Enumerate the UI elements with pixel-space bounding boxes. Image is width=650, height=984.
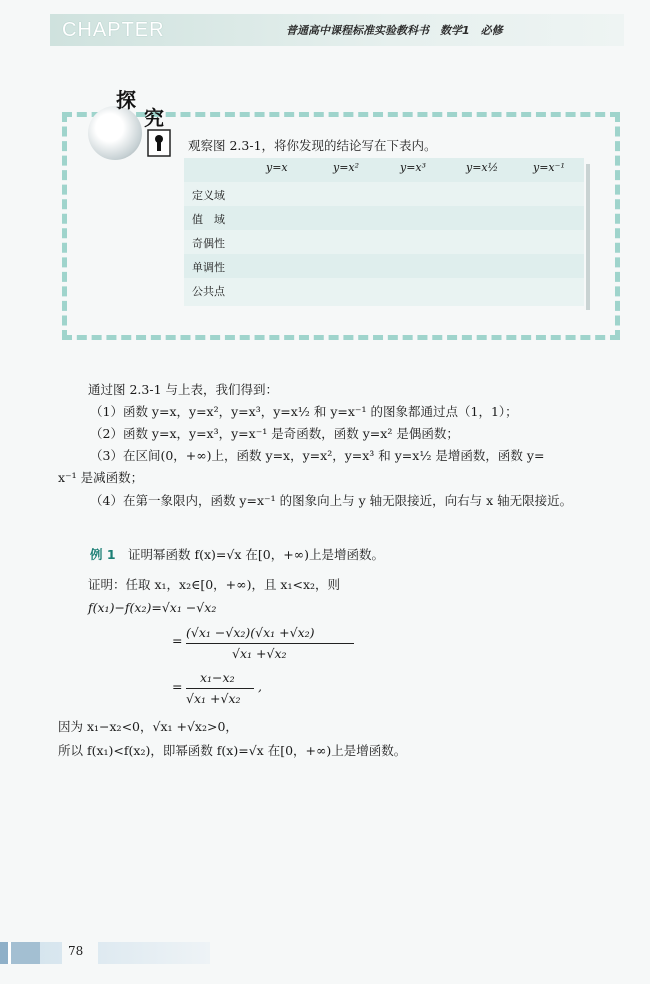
badge-char-1: 探 [116,88,136,112]
table-shadow [586,164,590,310]
table-col-header: y=x⁻¹ [533,161,565,174]
table-row [184,278,584,302]
example-label: 例 1 [90,547,116,562]
proof-eq1: f(x₁)−f(x₂)=√x₁ −√x₂ [88,600,217,615]
keyhole-icon [142,128,176,158]
row-label: 单调性 [192,261,225,274]
conclusion-2: （2）函数 y=x，y=x³，y=x⁻¹ 是奇函数，函数 y=x² 是偶函数； [90,426,459,441]
eq3-denominator: √x₁ +√x₂ [186,691,241,706]
property-table [184,158,584,306]
table-col-header: y=x½ [466,161,499,174]
conclusion-4: （4）在第一象限内，函数 y=x⁻¹ 的图象向上与 y 轴无限接近，向右与 x 轴无限接近。 [90,493,573,508]
proof-because: 因为 x₁−x₂<0，√x₁ +√x₂>0， [58,719,238,734]
conclusion-3-cont: x⁻¹ 是减函数； [58,470,144,485]
table-col-header: y=x [266,161,288,174]
row-label: 公共点 [192,285,225,298]
row-label: 值 域 [192,213,225,226]
eq3-equals: = [172,679,183,694]
table-row [184,254,584,278]
eq2-equals: = [172,633,183,648]
table-row [184,206,584,230]
example-statement: 证明幂函数 f(x)=√x 在[0，+∞)上是增函数。 [128,547,384,562]
eq3-numerator: x₁−x₂ [200,670,235,685]
chapter-label: CHAPTER [62,19,165,41]
book-title: 普通高中课程标准实验教科书 数学1 必修 [286,24,503,37]
conclusion-lead: 通过图 2.3-1 与上表，我们得到： [88,382,279,397]
explore-badge [84,78,188,164]
conclusion-3: （3）在区间(0，+∞)上，函数 y=x，y=x²，y=x³ 和 y=x½ 是增函数，函数 y= [90,448,545,463]
table-header-row [184,158,584,182]
table-col-header: y=x³ [400,161,427,174]
eq2-denominator: √x₁ +√x₂ [232,646,287,661]
eq3-comma: , [258,679,262,694]
explore-intro: 观察图 2.3-1，将你发现的结论写在下表内。 [188,138,437,153]
magnifier-icon [88,106,142,160]
page-number: 78 [68,944,84,958]
eq2-fraction-bar [186,643,354,644]
row-label: 定义域 [192,189,225,202]
proof-start: 证明：任取 x₁，x₂∈[0，+∞)，且 x₁<x₂，则 [88,577,341,592]
conclusion-1: （1）函数 y=x，y=x²，y=x³，y=x½ 和 y=x⁻¹ 的图象都通过点（1，1）； [90,404,518,419]
table-col-header: y=x² [333,161,360,174]
eq2-numerator: (√x₁ −√x₂)(√x₁ +√x₂) [186,625,315,640]
eq3-fraction-bar [186,688,254,689]
table-row [184,230,584,254]
proof-therefore: 所以 f(x₁)<f(x₂)，即幂函数 f(x)=√x 在[0，+∞)上是增函数。 [58,743,407,758]
footer-strip [0,942,210,964]
table-row [184,182,584,206]
badge-char-2: 究 [144,106,164,130]
row-label: 奇偶性 [192,237,225,250]
